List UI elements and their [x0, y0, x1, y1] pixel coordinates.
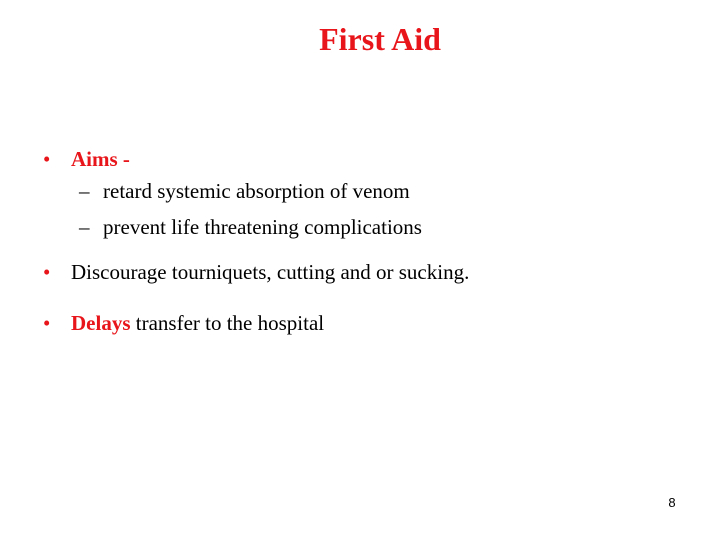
bullet-marker: •: [43, 147, 51, 171]
bullet-delays-highlight: Delays: [71, 311, 131, 335]
page-number: 8: [668, 495, 676, 510]
bullet-aims-label: Aims -: [71, 147, 130, 171]
subitem-marker: –: [79, 179, 90, 203]
bullet-delays-text: transfer to the hospital: [130, 311, 325, 335]
subitem-prevent-complications: [79, 214, 422, 240]
subitem-text: prevent life threatening complications: [103, 215, 422, 239]
subitem-marker: –: [79, 215, 90, 239]
subitem-retard-absorption: [79, 178, 410, 204]
bullet-discourage: [43, 259, 469, 285]
bullet-marker: •: [43, 260, 51, 284]
bullet-discourage-text: Discourage tourniquets, cutting and or sucking.: [71, 260, 470, 284]
slide-title: First Aid: [319, 21, 441, 57]
bullet-delays: [43, 310, 324, 336]
bullet-marker: •: [43, 311, 51, 335]
subitem-text: retard systemic absorption of venom: [103, 179, 410, 203]
bullet-aims: [43, 146, 130, 172]
